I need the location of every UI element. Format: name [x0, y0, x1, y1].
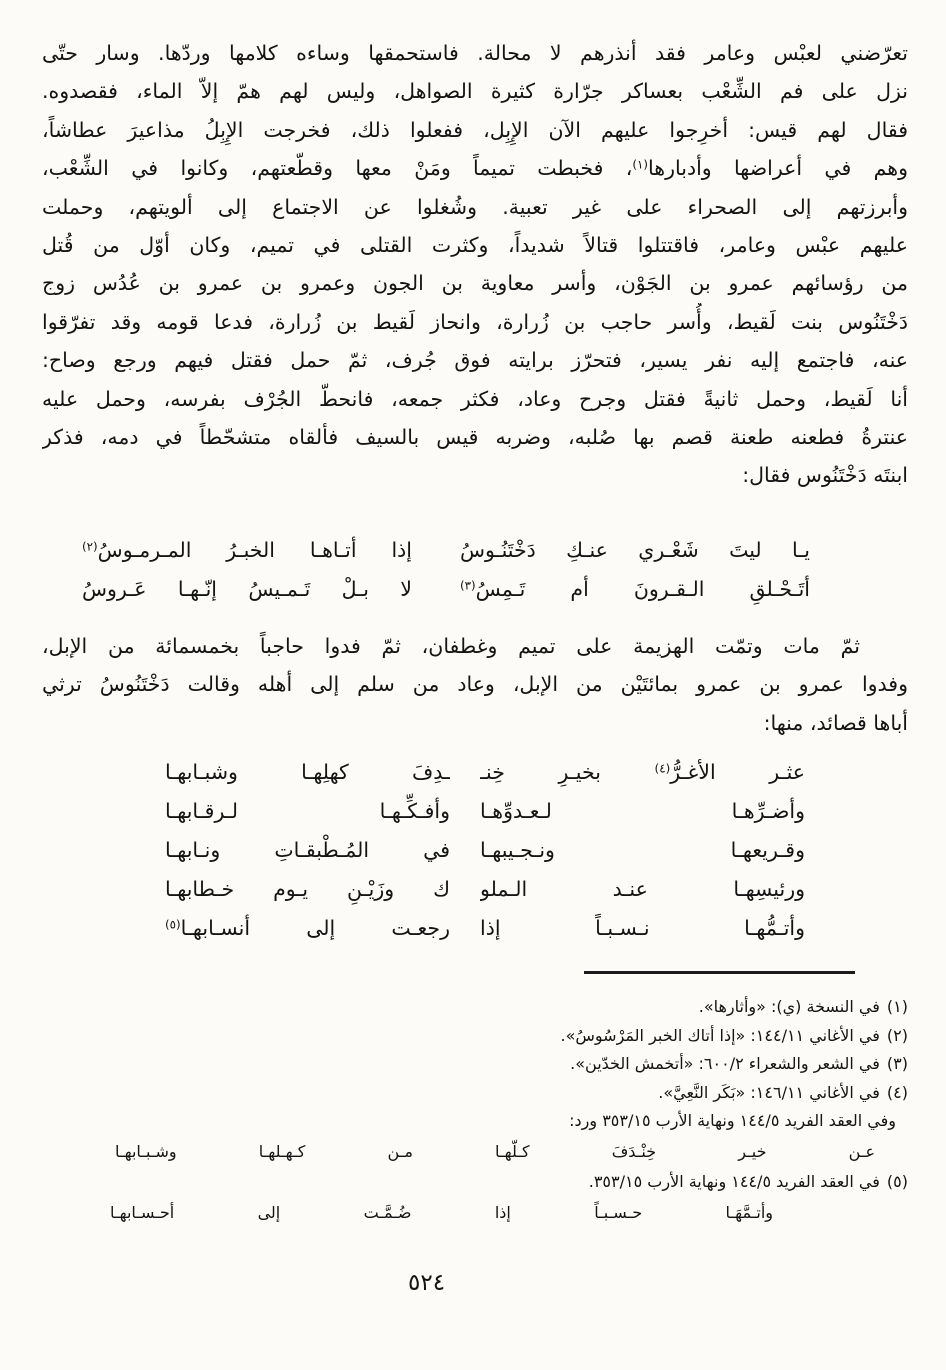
paragraph-line: نزل على فم الشِّعْب بعساكر جرّارة كثيرة الصواهل، وليس لهم همّ إلاّ الماء، فقصدوه. [42, 79, 908, 104]
hemistich-left: إذا أتـاهـا الخبـرُ المـرمـوسُ$^{(٢)}$ [82, 538, 412, 562]
footnote-text: في الأغاني ١٤٤/١١: «إذا أتاك الخبر المَرْسُوسُ». [560, 1025, 880, 1045]
footnotes-section [42, 993, 908, 1229]
paragraph-line: وهم في أعراضها وأدبارها$^{(١)}$، فخبطت تميماً ومَنْ معها وقطّعتهم، وكانوا في الشِّعْب، [42, 156, 908, 181]
paragraph-line: دَخْتَنُوس بنت لَقيط، وأُسر حاجب بن زُرارة، وانحاز لَقيط بن زُرارة، فدعا قومه وقد تفرّقوا [42, 309, 908, 334]
footnote-marker: (٥) [886, 1171, 908, 1191]
footnote-separator [584, 971, 855, 974]
page-number: ٥٢٤ [408, 1270, 446, 1296]
paragraph-line: وفدوا عمرو بن عمرو بمائتَيْن من الإبل، وعاد من سلم إلى أهله وقالت دَخْتَنُوسُ ترثي [42, 672, 908, 697]
hemistich-right: عثـر الأغـرُّ$^{(٤)}$ بخيـرِ خِنـ [480, 760, 805, 784]
verse-row [165, 753, 805, 792]
footnote-marker: (٢) [886, 1025, 908, 1045]
footnote-continuation: وفي العقد الفريد ١٤٤/٥ ونهاية الأرب ٣٥٣/١٥ ورد: [569, 1111, 896, 1131]
hemistich-right: وأتـمُّهـا نـسـبـاً إذا [480, 916, 805, 940]
main-paragraph [42, 34, 908, 495]
footnote-marker: (٣) [886, 1054, 908, 1074]
paragraph-line: من رؤسائهم عمرو بن الجَوْن، وأسر معاوية بن الجون وعمرو بن عمرو بن عُدُس زوج [42, 271, 908, 296]
verse-row [165, 870, 805, 909]
paragraph-line: عليهم عبْس وعامر، فاقتتلوا قتالاً شديداً، وكثرت القتلى في تميم، وكان أوّل من قُتل [42, 233, 908, 258]
footnote-item [42, 1050, 908, 1079]
footnote-verse: وأتـمَّهَـا حـسـبـاً إذا ضُـمَّـت إلى أحـسـابهـا [110, 1202, 773, 1222]
paragraph-line: ثمّ مات وتمّت الهزيمة على تميم وغطفان، ثمّ فدوا حاجباً بخمسمائة من الإبل، [42, 634, 860, 658]
paragraph-line: عنترةُ فطعنه طعنة قصم بها صُلبه، وضربه قيس بالسيف فألقاه متشحّطاً في دمه، فذكر [42, 425, 908, 450]
footnote-verse: عـن خيـر خِنْـدَفَ كـلّهـا مـن كـهـلهـا وشـبـابهـا [115, 1141, 875, 1161]
verse-row [82, 531, 810, 570]
footnote-marker: (١) [886, 997, 908, 1016]
poem-dakhtanus-elegy [165, 753, 805, 948]
paragraph-line: فقال لهم قيس: أخرِجوا عليهم الآن الإِبِل، ففعلوا ذلك، فخرجت الإِبِلُ مذاعيرَ عطاشاً، [42, 117, 908, 142]
footnote-text: في الأغاني ١٤٦/١١: «بَكَر النَّعِيَّ». [658, 1082, 880, 1102]
verse-row [165, 831, 805, 870]
hemistich-right: يـا ليتَ شَعْـري عنـكِ دَخْتَنُـوسُ [460, 538, 810, 562]
hemistich-right: ورئيسِهـا عنـد الـملو [480, 877, 805, 901]
footnote-marker: (٤) [886, 1082, 908, 1102]
verse-row [82, 570, 810, 609]
verse-row [165, 909, 805, 948]
hemistich-left: لا بـلْ تَـمـيسُ إنّـهـا عَـروسُ [82, 577, 412, 601]
hemistich-left: ك وزَيْـنِ يـوم خـطابهـا [165, 877, 450, 901]
verse-row [165, 792, 805, 831]
hemistich-right: وقـريعهـا ونـجـيبهـا [480, 838, 805, 862]
paragraph-line: عنه، فاجتمع إليه نفر يسير، فتحرّز برايته فوق جُرف، ثمّ حمل فقتل فيهم ورجع وصاح: [42, 348, 908, 373]
hemistich-left: في المُـطْبقـاتِ ونـابهـا [165, 838, 450, 862]
hemistich-left: رجعـت إلى أنسـابهـا$^{(٥)}$ [165, 916, 450, 940]
paragraph-line: أباها قصائد، منها: [763, 710, 908, 735]
footnote-item [42, 1079, 908, 1108]
footnote-item [42, 1168, 908, 1197]
footnote-item [42, 993, 908, 1022]
hemistich-right: أتَـحْـلقِ الـقـرونَ أم تَـمِسُ$^{(٣)}$ [460, 577, 810, 601]
footnote-text: في الشعر والشعراء ٦٠٠/٢: «أتخمش الخدّين». [570, 1054, 880, 1074]
hemistich-left: وأفـكِّـهـا لـرقـابهـا [165, 799, 450, 823]
footnote-item [42, 1022, 908, 1051]
paragraph-line: تعرّضني لعبْس وعامر فقد أنذرهم لا محالة. فاستحمقها وساءه كلامها وردّها. وسار حتّى [42, 41, 908, 65]
poem-laqit-verses [82, 531, 810, 609]
hemistich-left: ـدِفَ كهلِهـا وشبـابهـا [165, 760, 450, 784]
second-paragraph [42, 627, 908, 742]
footnote-text: في العقد الفريد ١٤٤/٥ ونهاية الأرب ٣٥٣/١٥. [588, 1171, 880, 1191]
footnote-text: في النسخة (ي): «وأثارها». [698, 997, 880, 1016]
paragraph-line: أنا لَقيط، وحمل ثانيةً فقتل وجرح وعاد، فكثر جمعه، فانحطّ الجُرْف بفرسه، وحمل عليه [42, 386, 908, 411]
hemistich-right: وأضـرِّهـا لـعـدوِّهـا [480, 799, 805, 823]
paragraph-line: وأبرزتهم إلى الصحراء على غير تعبية. وشُغلوا عن الاجتماع إلى ألويتهم، وحملت [42, 194, 908, 219]
paragraph-line: ابنتَه دَخْتَنُوس فقال: [742, 463, 908, 488]
